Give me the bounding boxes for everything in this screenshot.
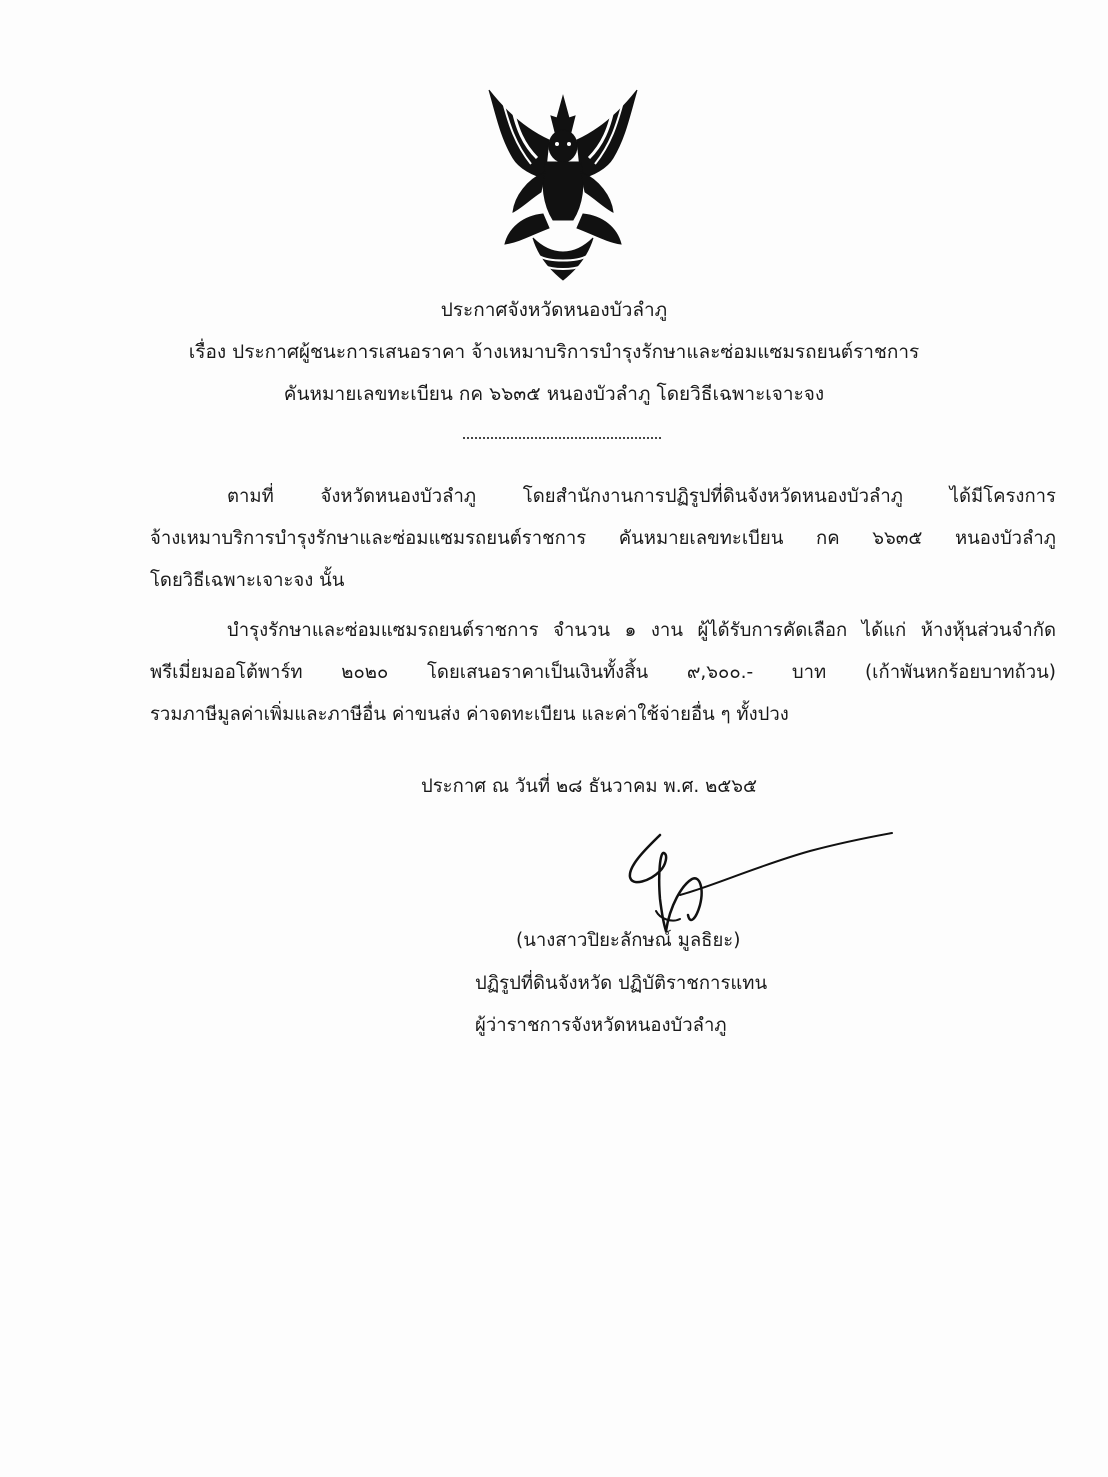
paragraph-2-line-3: รวมภาษีมูลค่าเพิ่มและภาษีอื่น ค่าขนส่ง ค่าจดทะเบียน และค่าใช้จ่ายอื่น ๆ ทั้งปวง <box>150 704 789 725</box>
announcement-title: ประกาศจังหวัดหนองบัวลำภู <box>440 299 668 321</box>
announcement-subject-line-2: คันหมายเลขทะเบียน กค ๖๖๓๕ หนองบัวลำภู โดยวิธีเฉพาะเจาะจง <box>283 383 825 405</box>
paragraph-1-line-1: ตามที่ จังหวัดหนองบัวลำภู โดยสำนักงานการปฏิรูปที่ดินจังหวัดหนองบัวลำภู ได้มีโครงการ <box>227 486 1056 507</box>
dotted-separator <box>463 437 661 439</box>
paragraph-1-line-3: โดยวิธีเฉพาะเจาะจง นั้น <box>150 570 345 591</box>
signatory-name: (นางสาวปิยะลักษณ์ มูลธิยะ) <box>516 930 741 951</box>
announcement-date: ประกาศ ณ วันที่ ๒๘ ธันวาคม พ.ศ. ๒๕๖๕ <box>421 776 758 797</box>
announcement-subject-line-1: เรื่อง ประกาศผู้ชนะการเสนอราคา จ้างเหมาบริการบำรุงรักษาและซ่อมแซมรถยนต์ราชการ <box>188 341 920 363</box>
paragraph-2-line-1: บำรุงรักษาและซ่อมแซมรถยนต์ราชการ จำนวน ๑ งาน ผู้ได้รับการคัดเลือก ได้แก่ ห้างหุ้นส่วนจำกัด <box>227 620 1056 641</box>
paragraph-1-line-2: จ้างเหมาบริการบำรุงรักษาและซ่อมแซมรถยนต์ราชการ คันหมายเลขทะเบียน กค ๖๖๓๕ หนองบัวลำภู <box>150 528 1056 549</box>
signatory-position-2: ผู้ว่าราชการจังหวัดหนองบัวลำภู <box>475 1015 727 1036</box>
signatory-position-1: ปฏิรูปที่ดินจังหวัด ปฏิบัติราชการแทน <box>475 973 768 994</box>
garuda-emblem-icon <box>483 88 643 284</box>
paragraph-2-line-2: พรีเมี่ยมออโต้พาร์ท ๒๐๒๐ โดยเสนอราคาเป็นเงินทั้งสิ้น ๙,๖๐๐.- บาท (เก้าพันหกร้อยบาทถ้วน) <box>150 662 1056 683</box>
